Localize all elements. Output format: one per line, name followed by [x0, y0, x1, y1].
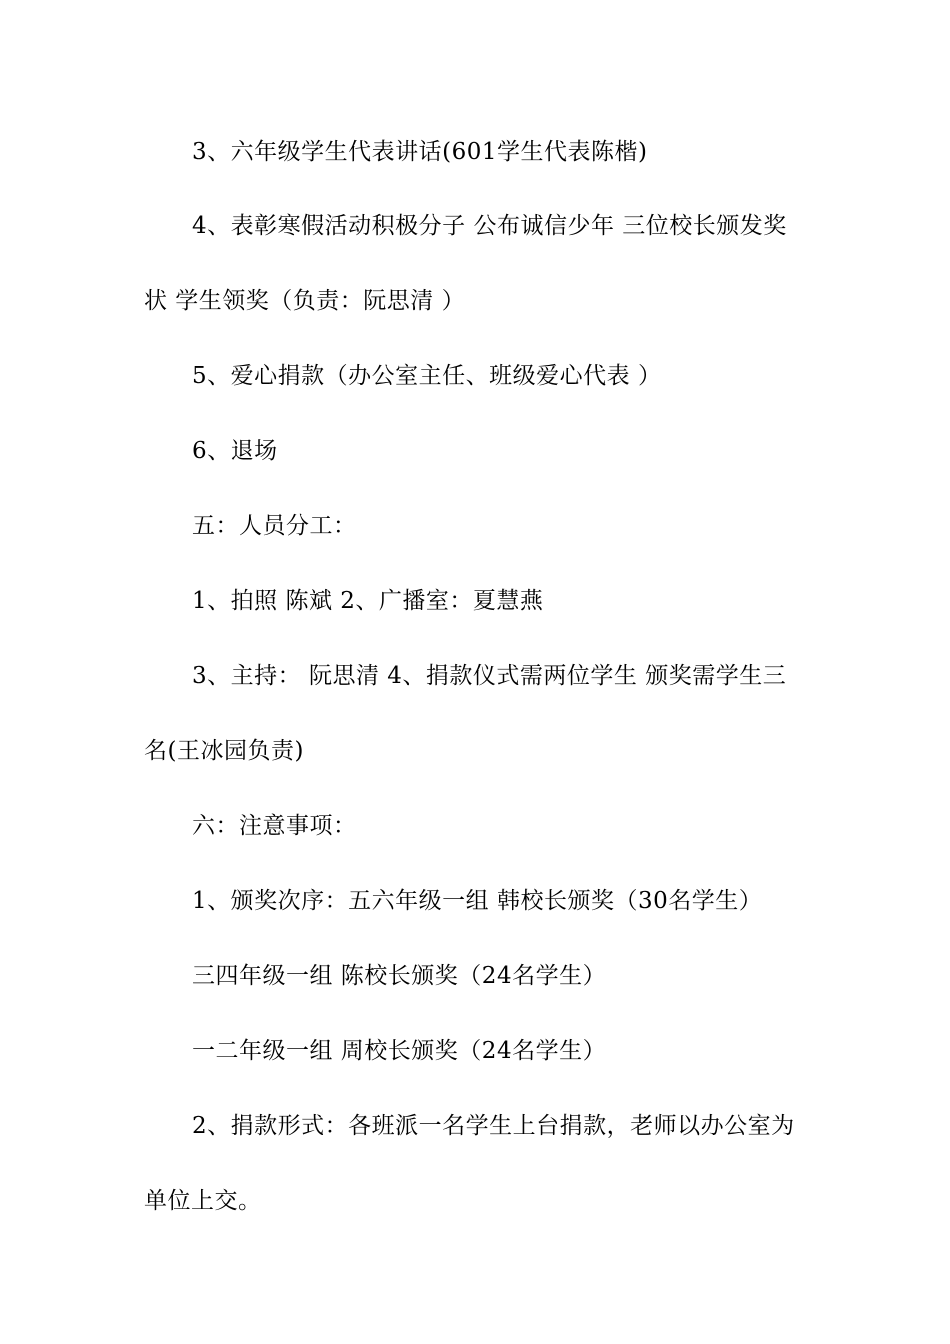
item-commendation: 4、表彰寒假活动积极分子 公布诚信少年 三位校长颁发奖: [192, 213, 787, 239]
item-donation-format-continued: 单位上交。: [144, 1188, 262, 1214]
item-photo-broadcast: 1、拍照 陈斌 2、广播室：夏慧燕: [192, 588, 544, 614]
section-heading-notes: 六：注意事项：: [192, 813, 357, 839]
item-host-ceremony-continued: 名(王冰园负责): [144, 738, 304, 764]
item-commendation-continued: 状 学生领奖（负责：阮思清 ）: [144, 288, 466, 314]
item-host-ceremony: 3、主持： 阮思清 4、捐款仪式需两位学生 颁奖需学生三: [192, 663, 787, 689]
item-student-speech: 3、六年级学生代表讲话(601学生代表陈楷): [192, 139, 648, 165]
item-award-order: 1、颁奖次序：五六年级一组 韩校长颁奖（30名学生）: [192, 888, 763, 914]
item-award-group-1-2: 一二年级一组 周校长颁奖（24名学生）: [192, 1038, 607, 1064]
item-award-group-3-4: 三四年级一组 陈校长颁奖（24名学生）: [192, 963, 607, 989]
item-exit: 6、退场: [192, 438, 278, 464]
section-heading-staff: 五：人员分工：: [192, 513, 357, 539]
item-donation-format: 2、捐款形式：各班派一名学生上台捐款，老师以办公室为: [192, 1113, 795, 1139]
item-charity-donation: 5、爱心捐款（办公室主任、班级爱心代表 ）: [192, 363, 662, 389]
